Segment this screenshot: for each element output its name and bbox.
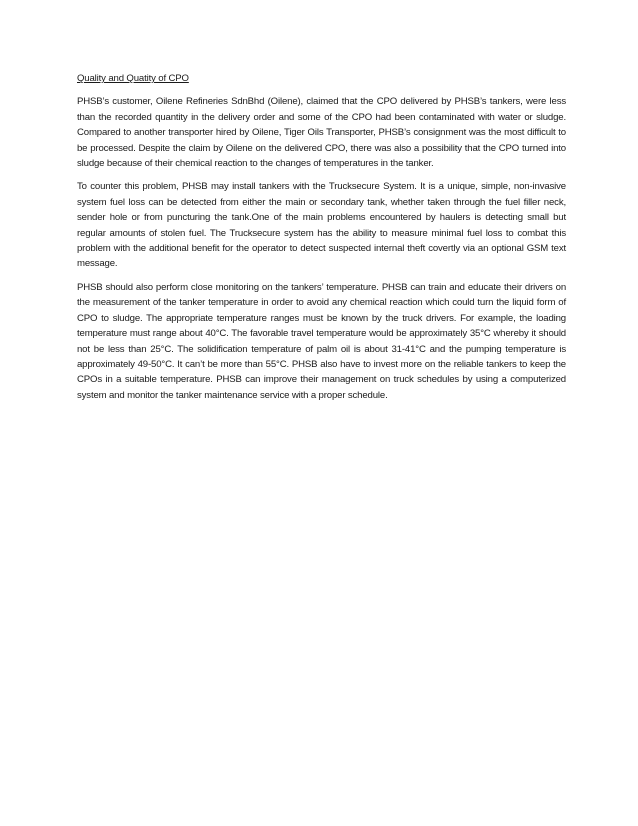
paragraph-temperature-monitoring: PHSB should also perform close monitoring on the tankers’ temperature. PHSB can train and educate their drivers on the measurement of the tanker temperature in order to avoid any chemical reaction which could turn the liquid form of CPO to sludge. The appropriate temperature ranges must be known by the truck drivers. For example, the loading temperature must range about 40°C. The favorable travel temperature would be approximately 35°C whereby it should not be less than 25°C. The solidification temperature of palm oil is about 31-41°C and the pumping temperature is approximately 49-50°C. It can’t be more than 55°C. PHSB also have to invest more on the reliable tankers to keep the CPOs in a suitable temperature. PHSB can improve their management on truck schedules by using a computerized system and monitor the tanker maintenance service with a proper schedule. — [77, 281, 566, 401]
paragraph-customer-claim: PHSB’s customer, Oilene Refineries SdnBhd (Oilene), claimed that the CPO delivered by PHSB’s tankers, were less than the recorded quantity in the delivery order and some of the CPO had been contaminated with water or sludge. Compared to another transporter hired by Oilene, Tiger Oils Transporter, PHSB’s consignment was the most difficult to be processed. Despite the claim by Oilene on the delivered CPO, there was also a possibility that the CPO turned into sludge because of their chemical reaction to the changes of temperatures in the tanker. — [77, 96, 566, 170]
section-heading: Quality and Quatity of CPO — [77, 73, 189, 84]
paragraph-trucksecure-system: To counter this problem, PHSB may install tankers with the Trucksecure System. It is a unique, simple, non-invasive system fuel loss can be detected from either the main or secondary tank, whether taken through the fuel filler neck, sender hole or from puncturing the tank.One of the main problems encountered by haulers is detecting small but regular amounts of stolen fuel. The Trucksecure system has the ability to measure minimal fuel loss to combat this problem with the additional benefit for the operator to detect suspected internal theft covertly via an optional GSM text message. — [77, 181, 566, 270]
document-body — [77, 71, 566, 411]
